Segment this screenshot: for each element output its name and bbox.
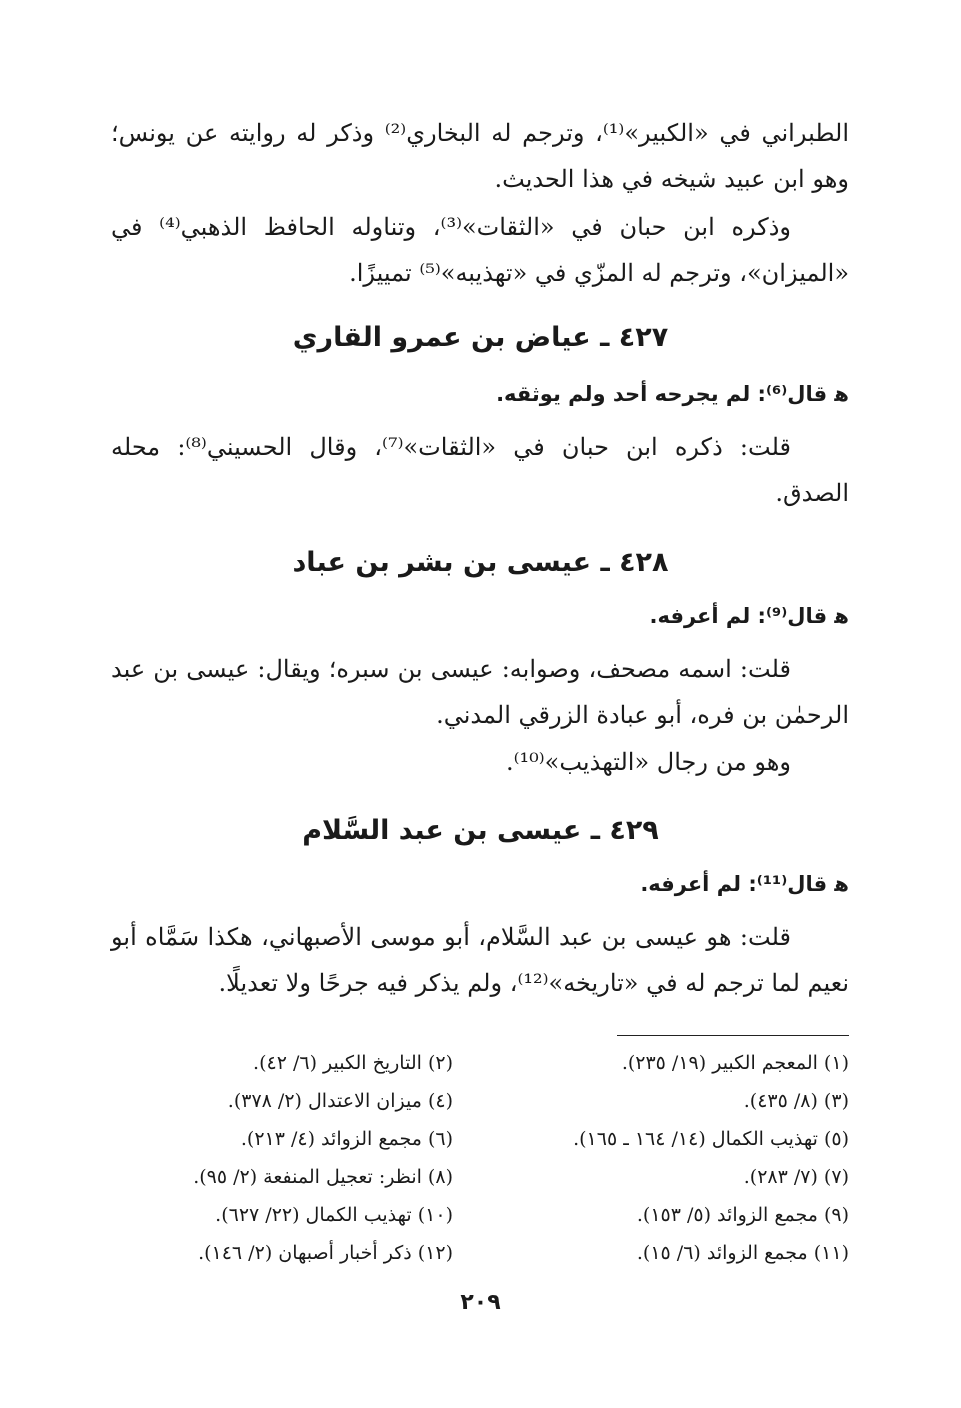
footnote-11: (١١) مجمع الزوائد (٦/ ١٥). [636,1242,849,1264]
entry-429-note: قلت: هو عيسى بن عبد السَّلام، أبو موسى الأصبهاني، هكذا سَمَّاه أبو نعيم لما ترجم له في «تاريخه»⁽¹²⁾، ولم يذكر فيه جرحًا ولا تعديلًا. [111,923,849,997]
entry-428-qaal: ﻫ قال⁽⁹⁾: لم أعرفه. [649,604,849,628]
entry-428-note: قلت: اسمه مصحف، وصوابه: عيسى بن سبره؛ ويقال: عيسى بن عبد الرحمٰن بن فره، أبو عبادة الزرقي المدني. [111,655,849,729]
entry-429-qaal: ﻫ قال⁽¹¹⁾: لم أعرفه. [640,872,849,896]
intro-paragraph-1: الطبراني في «الكبير»⁽¹⁾، وترجم له البخاري⁽²⁾ وذكر له روايته عن يونس؛ وهو ابن عبيد شيخه في هذا الحديث. [111,119,849,193]
footnote-8: (٨) انظر: تعجيل المنفعة (٢/ ٩٥). [193,1166,453,1188]
footnote-10: (١٠) تهذيب الكمال (٢٢/ ٦٢٧). [215,1204,453,1226]
footnote-4: (٤) ميزان الاعتدال (٢/ ٣٧٨). [227,1090,453,1112]
entry-427-qaal: ﻫ قال⁽⁶⁾: لم يجرحه أحد ولم يوثقه. [496,382,849,406]
footnote-5: (٥) تهذيب الكمال (١٤/ ١٦٤ ـ ١٦٥). [573,1128,849,1150]
footnote-6: (٦) مجمع الزوائد (٤/ ٢١٣). [240,1128,453,1150]
footnote-3: (٣) (٨/ ٤٣٥). [743,1090,849,1112]
entry-428-heading: ٤٢٨ ـ عيسى بن بشر بن عباد [292,547,669,578]
entry-429-heading: ٤٢٩ ـ عيسى بن عبد السَّلام [302,815,659,846]
page-number: ٢٠٩ [460,1290,501,1315]
entry-428-note-2: وهو من رجال «التهذيب»⁽¹⁰⁾. [505,748,791,776]
footnote-2: (٢) التاريخ الكبير (٦/ ٤٢). [253,1052,453,1074]
footnote-7: (٧) (٧/ ٢٨٣). [743,1166,849,1188]
intro-paragraph-2: وذكره ابن حبان في «الثقات»⁽³⁾، وتناوله الحافظ الذهبي⁽⁴⁾ في «الميزان»، وترجم له المزّي في «تهذيبه»⁽⁵⁾ تمييزًا. [111,213,849,287]
entry-427-heading: ٤٢٧ ـ عياض بن عمرو القاري [292,322,669,353]
footnote-9: (٩) مجمع الزوائد (٥/ ١٥٣). [636,1204,849,1226]
footnote-separator [617,1035,849,1036]
footnote-12: (١٢) ذكر أخبار أصبهان (٢/ ١٤٦). [198,1242,453,1264]
entry-427-note: قلت: ذكره ابن حبان في «الثقات»⁽⁷⁾، وقال الحسيني⁽⁸⁾: محله الصدق. [111,433,849,507]
footnote-1: (١) المعجم الكبير (١٩/ ٢٣٥). [621,1052,849,1074]
